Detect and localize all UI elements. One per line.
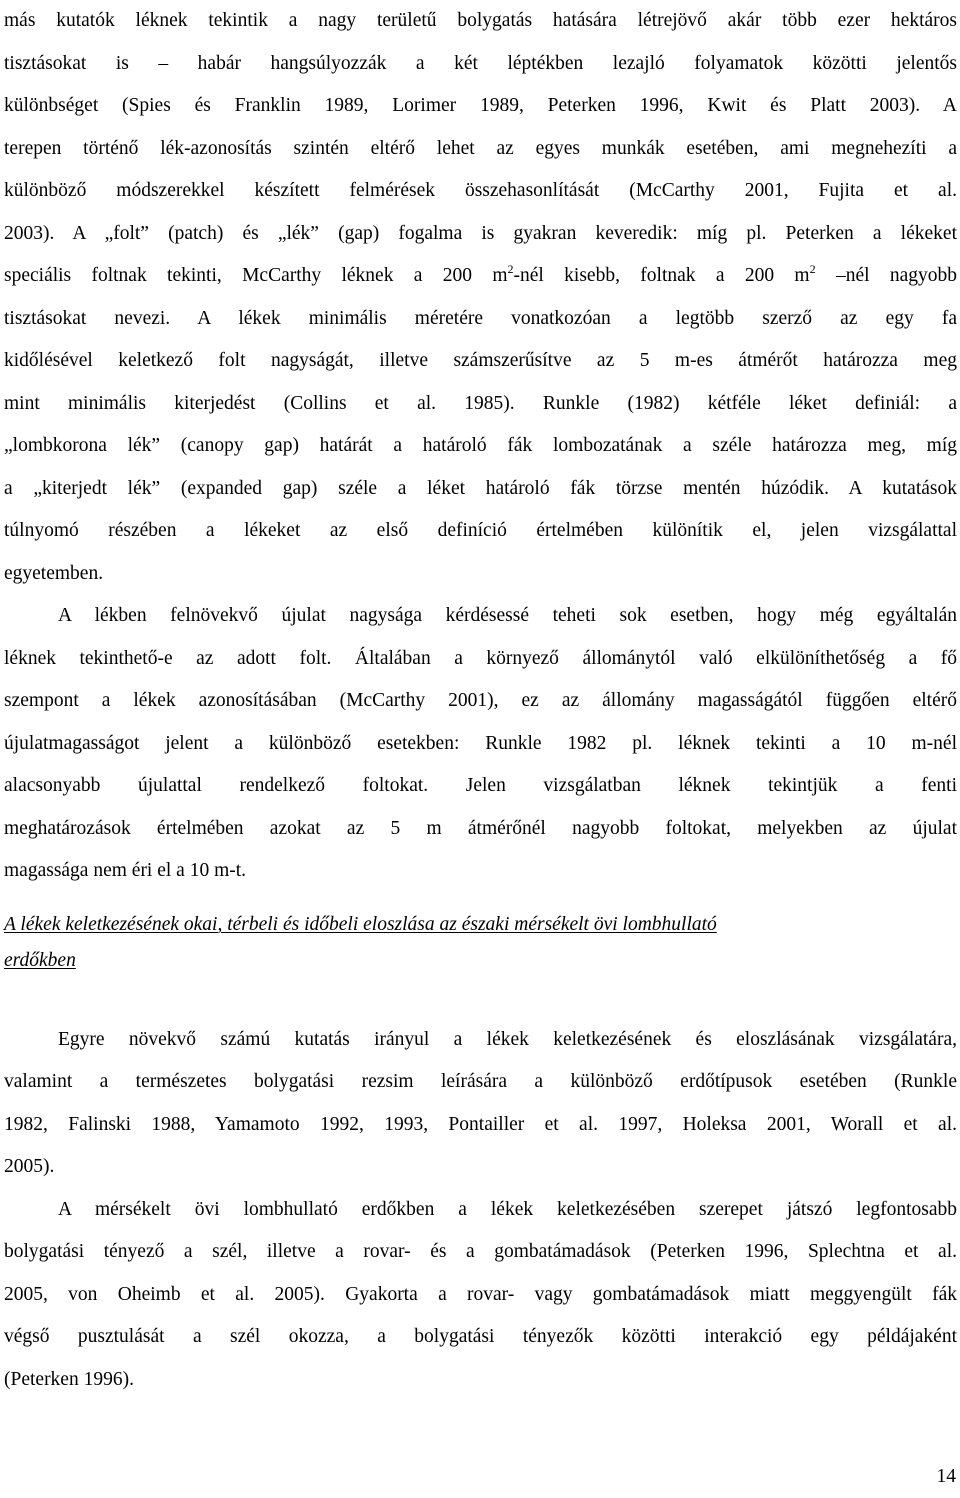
text-line: bolygatási tényező a szél, illetve a rovar- és a gombatámadások (Peterken 1996, Splechtna et al. bbox=[4, 1241, 957, 1262]
text-line: terepen történő lék-azonosítás szintén eltérő lehet az egyes munkák esetében, ami megnehezíti a bbox=[4, 137, 957, 159]
text-line: végső pusztulását a szél okozza, a bolygatási tényezők közötti interakció egy példájaként bbox=[4, 1326, 957, 1347]
paragraph-disturbance-factors bbox=[4, 1189, 957, 1402]
spacer bbox=[4, 893, 957, 907]
text-line: magassága nem éri el a 10 m-t. bbox=[4, 860, 247, 881]
text-line: meghatározások értelmében azokat az 5 m átmérőnél nagyobb foltokat, melyekben az újulat bbox=[4, 817, 957, 839]
superscript: 2 bbox=[809, 262, 816, 276]
text-line: a „kiterjedt lék” (expanded gap) széle a léket határoló fák törzse mentén húzódik. A kutatások bbox=[4, 477, 957, 499]
text-line: A lékben felnövekvő újulat nagysága kérdésessé teheti sok esetben, hogy még egyáltalán bbox=[58, 605, 957, 626]
text-line: szempont a lékek azonosításában (McCarthy 2001), ez az állomány magasságától függően eltérő bbox=[4, 690, 957, 711]
paragraph-regeneration bbox=[4, 595, 957, 893]
text-line-with-superscripts bbox=[4, 255, 957, 298]
text-line: egyetemben. bbox=[4, 562, 104, 584]
text-line: „lombkorona lék” (canopy gap) határát a határoló fák lombozatának a széle határozza meg, míg bbox=[4, 435, 957, 456]
text-fragment: -nél kisebb, foltnak a 200 m bbox=[513, 265, 810, 286]
text-line: léknek tekinthető-e az adott folt. Általában a környező állománytól való elkülöníthetőség a fő bbox=[4, 647, 957, 669]
text-line: tisztásokat nevezi. A lékek minimális méretére vonatkozóan a legtöbb szerző az egy fa bbox=[4, 307, 957, 329]
text-line: túlnyomó részében a lékeket az első definíció értelmében különítik el, jelen vizsgálattal bbox=[4, 520, 957, 541]
superscript: 2 bbox=[507, 262, 514, 276]
heading-line: erdőkben bbox=[4, 949, 76, 971]
text-fragment: –nél nagyobb bbox=[815, 265, 958, 286]
paragraph-research bbox=[4, 1019, 957, 1189]
paragraph-gap-definitions bbox=[4, 0, 957, 595]
text-line: A mérsékelt övi lombhullató erdőkben a lékek keletkezésében szerepet játszó legfontosabb bbox=[58, 1198, 957, 1220]
text-line: Egyre növekvő számú kutatás irányul a lékek keletkezésének és eloszlásának vizsgálatára, bbox=[58, 1028, 957, 1050]
text-line: 1982, Falinski 1988, Yamamoto 1992, 1993, Pontailler et al. 1997, Holeksa 2001, Worall et al. bbox=[4, 1113, 957, 1135]
text-line: különböző módszerekkel készített felmérések összehasonlítását (McCarthy 2001, Fujita et al. bbox=[4, 180, 957, 201]
text-line: 2003). A „folt” (patch) és „lék” (gap) fogalma is gyakran keveredik: míg pl. Peterken a lékeket bbox=[4, 222, 957, 244]
text-line: 2005, von Oheimb et al. 2005). Gyakorta a rovar- vagy gombatámadások miatt meggyengült fák bbox=[4, 1283, 957, 1305]
text-line: alacsonyabb újulattal rendelkező foltokat. Jelen vizsgálatban léknek tekintjük a fenti bbox=[4, 775, 957, 796]
document-page bbox=[4, 0, 957, 1401]
text-line: valamint a természetes bolygatási rezsim leírására a különböző erdőtípusok esetében (Runkle bbox=[4, 1071, 957, 1092]
text-line: tisztásokat is – habár hangsúlyozzák a két léptékben lezajló folyamatok közötti jelentős bbox=[4, 52, 957, 74]
spacer bbox=[4, 979, 957, 1019]
text-fragment: speciális foltnak tekinti, McCarthy léknek a 200 m bbox=[4, 265, 508, 286]
section-heading bbox=[4, 907, 957, 979]
page-number: 14 bbox=[936, 1466, 956, 1487]
heading-line: A lékek keletkezésének okai, térbeli és időbeli eloszlása az északi mérsékelt övi lombhullató bbox=[4, 913, 717, 935]
text-line: (Peterken 1996). bbox=[4, 1368, 134, 1390]
text-line: más kutatók léknek tekintik a nagy területű bolygatás hatására létrejövő akár több ezer hektáros bbox=[4, 10, 957, 31]
text-line: kidőlésével keletkező folt nagyságát, illetve számszerűsítve az 5 m-es átmérőt határozza meg bbox=[4, 350, 957, 371]
text-line: mint minimális kiterjedést (Collins et al. 1985). Runkle (1982) kétféle léket definiál: a bbox=[4, 392, 957, 414]
text-line: újulatmagasságot jelent a különböző esetekben: Runkle 1982 pl. léknek tekinti a 10 m-nél bbox=[4, 732, 957, 754]
text-line: különbséget (Spies és Franklin 1989, Lorimer 1989, Peterken 1996, Kwit és Platt 2003). A bbox=[4, 95, 957, 116]
text-line: 2005). bbox=[4, 1156, 55, 1177]
